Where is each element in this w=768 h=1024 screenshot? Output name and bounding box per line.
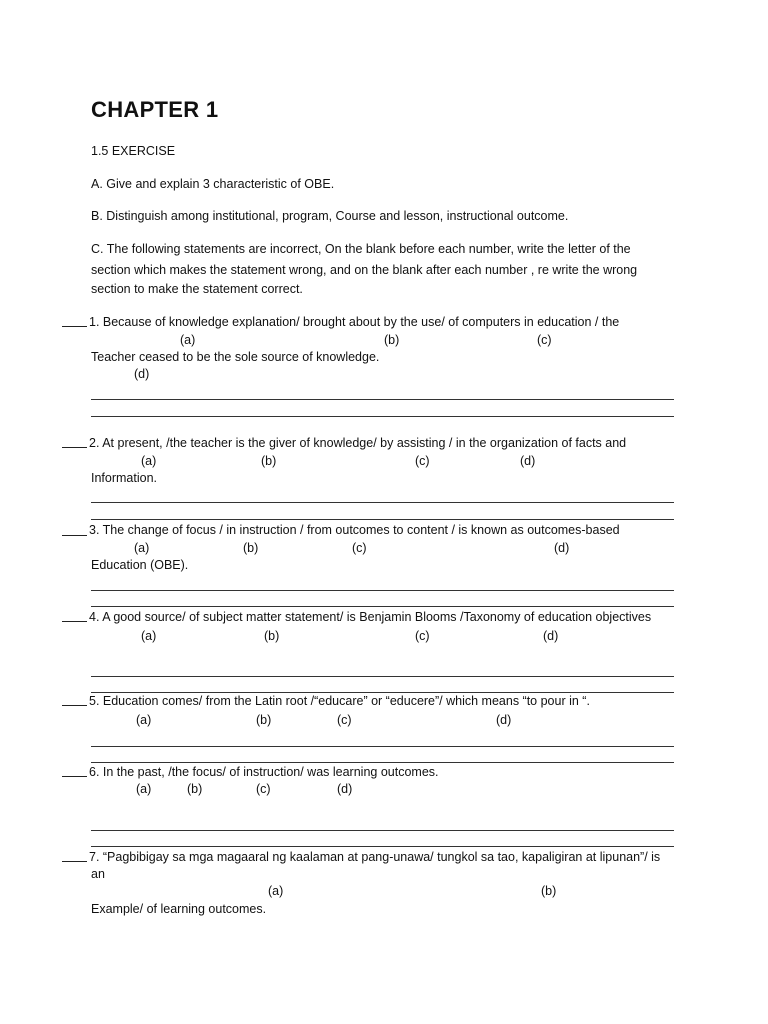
item-6-text: 6. In the past, /the focus/ of instruction/ was learning outcomes. (89, 765, 439, 779)
instruction-c-line-1: C. The following statements are incorrect, On the blank before each number, write the letter of the (91, 242, 631, 256)
item-4-label-a: (a) (141, 629, 157, 643)
item-4-label-c: (c) (415, 629, 430, 643)
item-3-label-b: (b) (243, 541, 259, 555)
item-3-label-d: (d) (554, 541, 570, 555)
item-2-answer-line[interactable] (91, 502, 674, 503)
instruction-c-line-3: section to make the statement correct. (91, 282, 303, 296)
item-5-label-c: (c) (337, 713, 352, 727)
item-4-text: 4. A good source/ of subject matter statement/ is Benjamin Blooms /Taxonomy of education objectives (89, 610, 652, 624)
item-3-text-cont: Education (OBE). (91, 558, 189, 572)
item-1-answer-line[interactable] (91, 416, 674, 417)
item-5-text: 5. Education comes/ from the Latin root /“educare” or “educere”/ which means “to pour in “. (89, 694, 590, 708)
item-2-answer-line[interactable] (91, 519, 674, 520)
item-1-letter-blank[interactable] (62, 326, 87, 327)
item-2-label-c: (c) (415, 454, 430, 468)
item-7-label-b: (b) (541, 884, 557, 898)
item-1-text: 1. Because of knowledge explanation/ brought about by the use/ of computers in education / the (89, 315, 620, 329)
item-2-label-a: (a) (141, 454, 157, 468)
item-3-text: 3. The change of focus / in instruction / from outcomes to content / is known as outcomes-based (89, 523, 620, 537)
item-1-label-d: (d) (134, 367, 150, 381)
item-2-text-cont: Information. (91, 471, 158, 485)
item-2-letter-blank[interactable] (62, 447, 87, 448)
item-4-answer-line[interactable] (91, 676, 674, 677)
instruction-a: A. Give and explain 3 characteristic of OBE. (91, 177, 335, 191)
item-5-label-b: (b) (256, 713, 272, 727)
item-1-label-b: (b) (384, 333, 400, 347)
item-3-answer-line[interactable] (91, 590, 674, 591)
item-5-answer-line[interactable] (91, 762, 674, 763)
item-4-label-b: (b) (264, 629, 280, 643)
item-3-label-c: (c) (352, 541, 367, 555)
item-7-text: 7. “Pagbibigay sa mga magaaral ng kaalaman at pang-unawa/ tungkol sa tao, kapaligiran at lipunan”/ is (89, 850, 661, 864)
item-5-answer-line[interactable] (91, 746, 674, 747)
item-6-label-a: (a) (136, 782, 152, 796)
item-1-label-c: (c) (537, 333, 552, 347)
item-2-label-b: (b) (261, 454, 277, 468)
item-4-label-d: (d) (543, 629, 559, 643)
item-6-label-c: (c) (256, 782, 271, 796)
item-7-letter-blank[interactable] (62, 861, 87, 862)
item-3-letter-blank[interactable] (62, 535, 87, 536)
instruction-b: B. Distinguish among institutional, program, Course and lesson, instructional outcome. (91, 209, 569, 223)
page-title: CHAPTER 1 (91, 97, 219, 122)
item-3-label-a: (a) (134, 541, 150, 555)
item-6-answer-line[interactable] (91, 830, 674, 831)
item-5-label-a: (a) (136, 713, 152, 727)
item-5-label-d: (d) (496, 713, 512, 727)
item-5-letter-blank[interactable] (62, 705, 87, 706)
item-2-text: 2. At present, /the teacher is the giver of knowledge/ by assisting / in the organization of facts and (89, 436, 627, 450)
item-6-answer-line[interactable] (91, 846, 674, 847)
item-7-text-cont: Example/ of learning outcomes. (91, 902, 267, 916)
item-1-answer-line[interactable] (91, 399, 674, 400)
item-4-letter-blank[interactable] (62, 621, 87, 622)
instruction-c-line-2: section which makes the statement wrong, and on the blank after each number , re write the wrong (91, 263, 638, 277)
item-1-text-cont: Teacher ceased to be the sole source of knowledge. (91, 350, 380, 364)
item-7-label-a: (a) (268, 884, 284, 898)
item-7-text-wrap: an (91, 867, 105, 881)
exercise-label: 1.5 EXERCISE (91, 144, 176, 158)
item-6-letter-blank[interactable] (62, 776, 87, 777)
item-2-label-d: (d) (520, 454, 536, 468)
item-1-label-a: (a) (180, 333, 196, 347)
item-6-label-b: (b) (187, 782, 203, 796)
item-6-label-d: (d) (337, 782, 353, 796)
item-3-answer-line[interactable] (91, 606, 674, 607)
